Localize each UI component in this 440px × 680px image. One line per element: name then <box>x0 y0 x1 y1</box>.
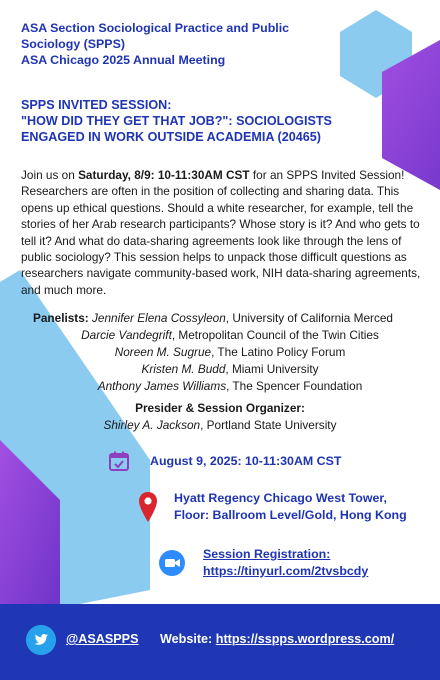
presider-line <box>0 417 440 434</box>
session-description <box>21 167 431 298</box>
panelist-org: , The Spencer Foundation <box>226 379 363 393</box>
presider-name: Shirley A. Jackson <box>103 418 201 432</box>
video-camera-icon <box>159 550 185 576</box>
panelist-org: , The Latino Policy Forum <box>211 345 346 359</box>
registration-row <box>159 546 368 580</box>
website-link[interactable]: https://sspps.wordpress.com/ <box>215 632 395 646</box>
header-line: ASA Chicago 2025 Annual Meeting <box>21 53 226 67</box>
map-pin-icon <box>138 491 158 523</box>
twitter-bird-icon[interactable] <box>26 625 56 655</box>
registration-label-wrap <box>203 546 368 563</box>
location-line: Floor: Ballroom Level/Gold, Hong Kong <box>174 508 407 522</box>
date-row <box>108 450 341 472</box>
panelist-name: Jennifer Elena Cossyleon <box>92 311 226 325</box>
event-location <box>174 490 407 524</box>
session-title-line: SPPS INVITED SESSION: <box>21 98 172 112</box>
panelist-org: , Metropolitan Council of the Twin Cities <box>171 328 379 342</box>
event-date: August 9, 2025: 10-11:30AM CST <box>150 453 342 468</box>
panelist-org: , University of California Merced <box>225 311 393 325</box>
panelist-line <box>20 310 440 327</box>
panelists-label: Panelists: <box>33 311 89 325</box>
presider-title: Presider & Session Organizer: <box>135 401 305 415</box>
session-title-line: ENGAGED IN WORK OUTSIDE ACADEMIA (20465) <box>21 130 321 144</box>
header-line: ASA Section Sociological Practice and Public <box>21 21 290 35</box>
calendar-icon <box>108 450 130 472</box>
panelist-line <box>20 327 440 344</box>
panelist-line <box>20 361 440 378</box>
panelist-name: Kristen M. Budd <box>141 362 226 376</box>
presider-org: , Portland State University <box>200 418 337 432</box>
website-label: Website: <box>160 632 216 646</box>
panelist-org: , Miami University <box>225 362 319 376</box>
panelist-line <box>20 378 440 395</box>
panelist-name: Noreen M. Sugrue <box>114 345 212 359</box>
footer <box>0 604 440 680</box>
presider <box>0 400 440 434</box>
panelists <box>20 310 440 395</box>
registration-link[interactable]: https://tinyurl.com/2tvsbcdy <box>203 564 369 578</box>
panelist-name: Anthony James Williams <box>97 379 227 393</box>
panelist-line <box>20 344 440 361</box>
twitter-handle-link[interactable]: @ASASPPS <box>66 632 139 646</box>
session-title-line: "HOW DID THEY GET THAT JOB?": SOCIOLOGISTS <box>21 114 332 128</box>
website <box>160 632 394 646</box>
description-body: for an SPPS Invited Session! Researchers are often in the position of collecting and sharing data. This opens up ethical questions. Should a white researcher, for example, tell the stories of her Arab research participants? Whose story is it? And who gets to tell it? And what do data-sharing agreements look like through the lens of public sociology? This session helps to unpack those difficult questions as researchers navigate community-based work, NIH data-sharing agreements, and much more. <box>21 168 421 297</box>
description-datetime: Saturday, 8/9: 10-11:30AM CST <box>78 168 250 182</box>
header-line: Sociology (SPPS) <box>21 37 125 51</box>
registration-url-wrap <box>203 563 368 580</box>
description-intro: Join us on <box>21 168 79 182</box>
panelist-name: Darcie Vandegrift <box>81 328 172 342</box>
registration <box>203 546 368 580</box>
location-line: Hyatt Regency Chicago West Tower, <box>174 491 387 505</box>
location-row <box>138 490 407 524</box>
header <box>21 20 321 68</box>
session-title <box>21 97 391 145</box>
registration-label-link[interactable]: Session Registration: <box>203 547 331 561</box>
